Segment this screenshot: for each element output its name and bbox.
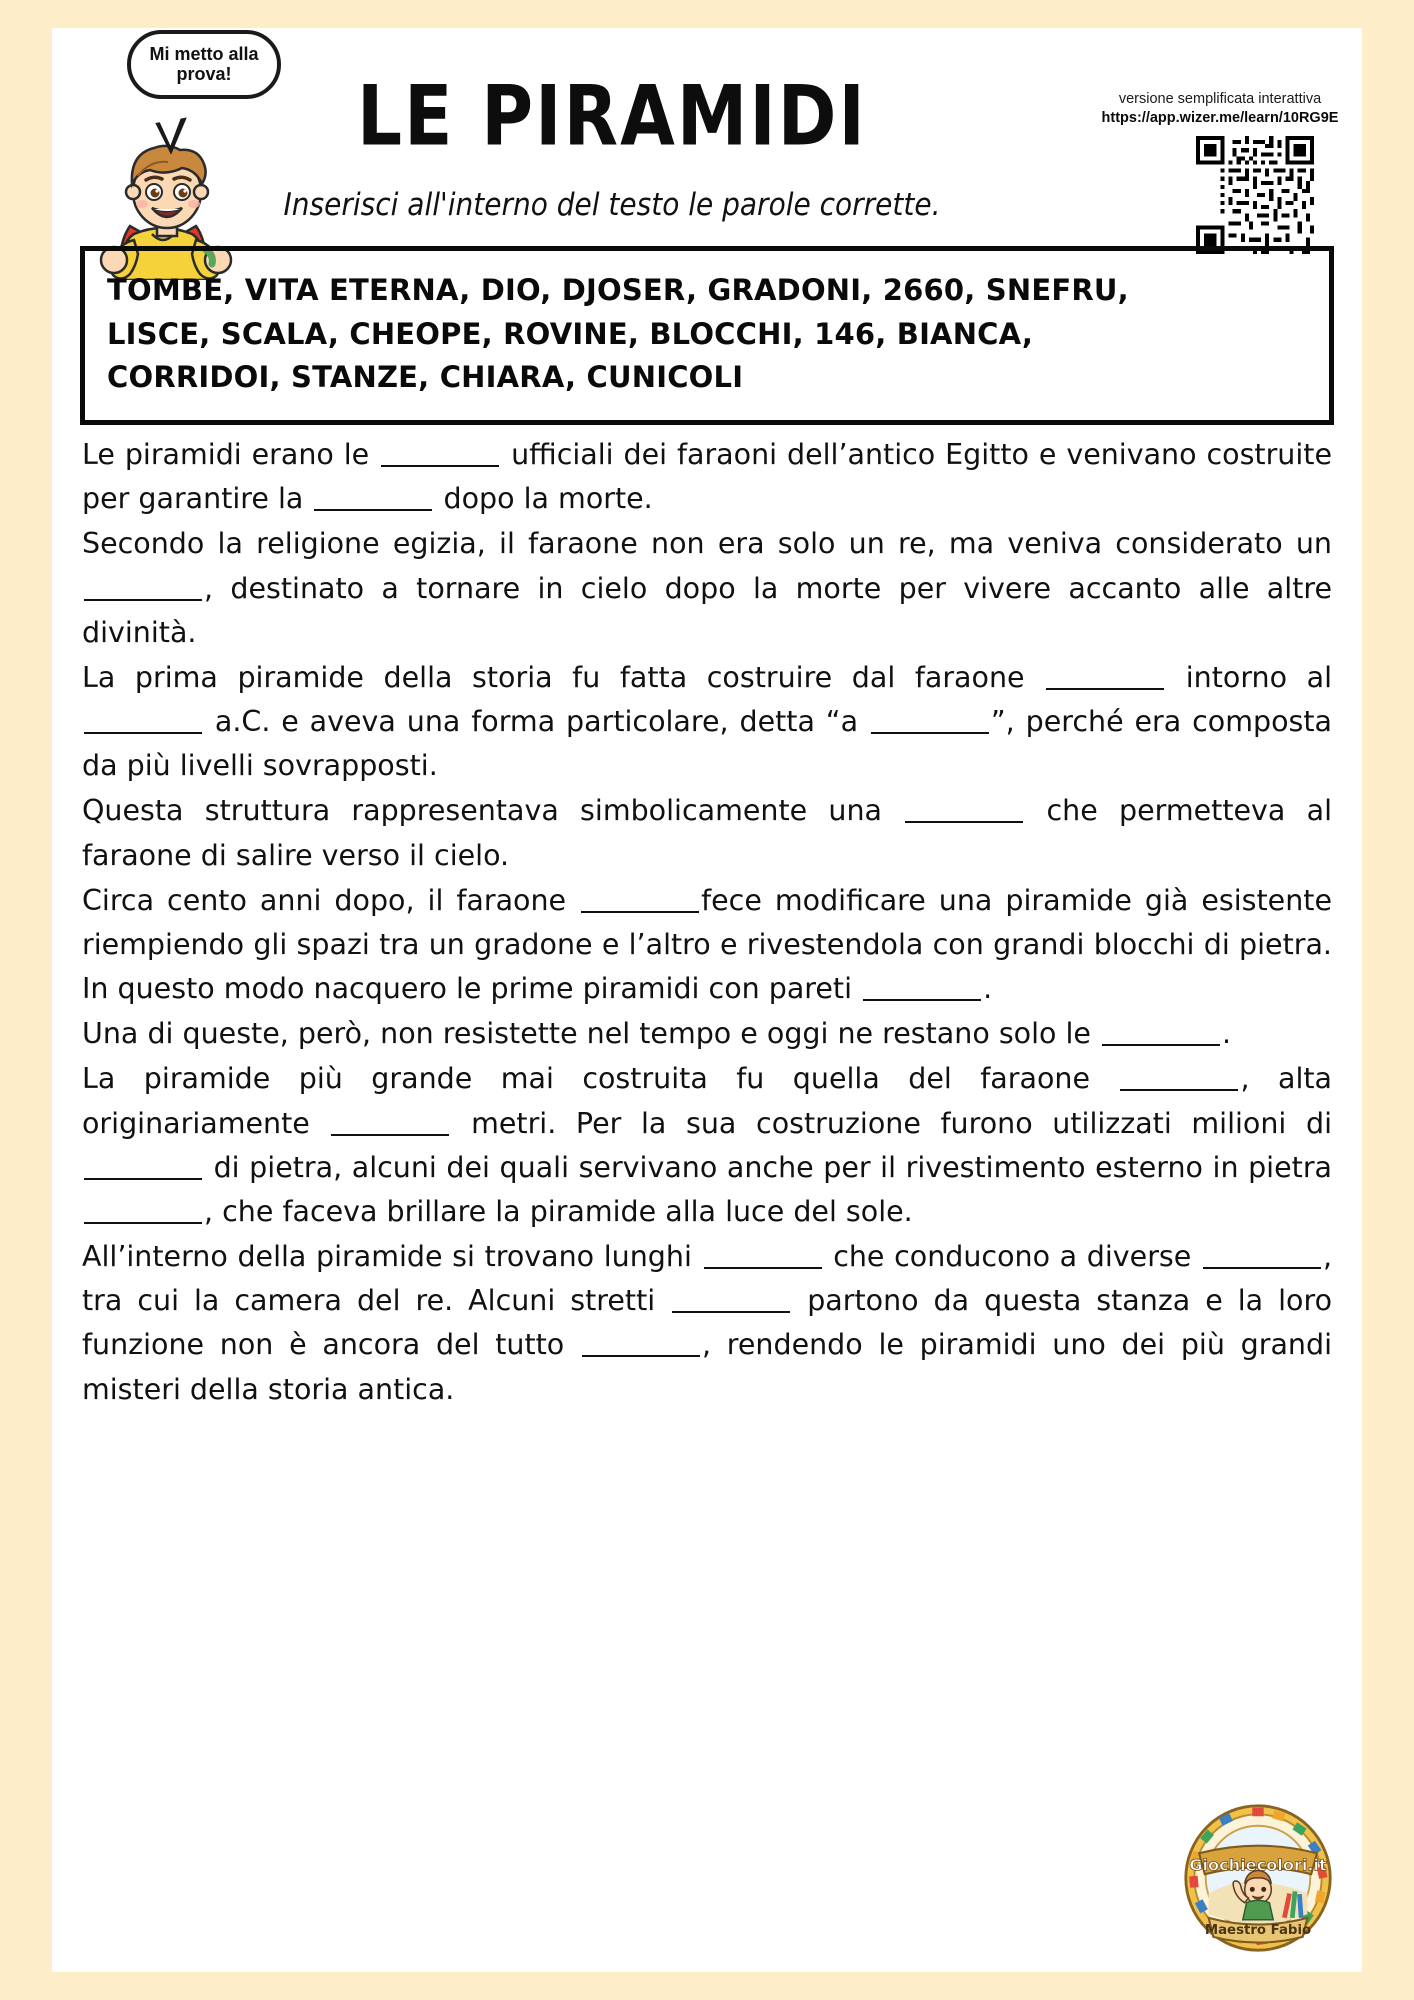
- answer-blank-16[interactable]: [1203, 1267, 1321, 1269]
- mascot-illustration: [72, 38, 262, 268]
- answer-blank-6[interactable]: [871, 732, 989, 734]
- answer-blank-14[interactable]: [84, 1222, 202, 1224]
- answer-blank-10[interactable]: [1102, 1044, 1220, 1046]
- paragraph-8: [82, 1235, 1332, 1412]
- text-fragment: , tra cui la camera del re. Alcuni stretti: [82, 1240, 1333, 1318]
- word-bank-line: CORRIDOI, STANZE, CHIARA, CUNICOLI: [107, 360, 744, 394]
- paragraph-5: [82, 879, 1332, 1012]
- answer-blank-4[interactable]: [1046, 688, 1164, 690]
- answer-blank-15[interactable]: [704, 1267, 822, 1269]
- paragraph-3: [82, 656, 1332, 789]
- word-bank-line: LISCE, SCALA, CHEOPE, ROVINE, BLOCCHI, 146, BIANCA,: [107, 316, 1034, 351]
- text-fragment: Una di queste, però, non resistette nel tempo e oggi ne restano solo le: [82, 1017, 1091, 1051]
- exercise-text: [82, 433, 1332, 1413]
- text-fragment: Circa cento anni dopo, il faraone: [82, 883, 567, 917]
- speech-bubble: [127, 30, 281, 99]
- text-fragment: a.C. e aveva una forma particolare, detta “a: [214, 705, 859, 739]
- answer-blank-9[interactable]: [863, 999, 981, 1001]
- answer-blank-17[interactable]: [672, 1311, 790, 1313]
- text-fragment: , rendendo le piramidi uno dei più grandi misteri della storia antica.: [82, 1328, 1332, 1406]
- paragraph-2: [82, 522, 1332, 655]
- logo-brand-text: Giochiecolori.it: [1189, 1855, 1327, 1875]
- text-fragment: dopo la morte.: [443, 482, 653, 516]
- text-fragment: .: [983, 972, 993, 1006]
- answer-blank-12[interactable]: [331, 1134, 449, 1136]
- answer-blank-1[interactable]: [381, 465, 499, 467]
- answer-blank-2[interactable]: [314, 509, 432, 511]
- text-fragment: Le piramidi erano le: [82, 438, 370, 471]
- qr-code-icon[interactable]: [1196, 136, 1314, 254]
- text-fragment: , alta originariamente: [82, 1062, 1332, 1140]
- worksheet-page: [52, 28, 1362, 1972]
- paragraph-6: [82, 1012, 1332, 1056]
- text-fragment: ufficiali dei faraoni dell’antico Egitto e venivano costruite per garantire la: [82, 438, 1332, 516]
- paragraph-1: [82, 433, 1332, 521]
- text-fragment: fece modificare una piramide già esistente riempiendo gli spazi tra un gradone e l’altro e rivestendola con grandi blocchi di pietra. In questo modo nacquero le prime piramidi con pareti: [82, 883, 1332, 1006]
- page-title: LE PIRAMIDI: [357, 68, 867, 166]
- text-fragment: La prima piramide della storia fu fatta costruire dal faraone: [82, 660, 1025, 694]
- answer-blank-5[interactable]: [84, 732, 202, 734]
- answer-blank-8[interactable]: [581, 911, 699, 913]
- text-fragment: , destinato a tornare in cielo dopo la morte per vivere accanto alle altre divinità.: [82, 571, 1332, 649]
- answer-blank-13[interactable]: [84, 1178, 202, 1180]
- interactive-version-note: [1100, 90, 1340, 128]
- text-fragment: .: [1222, 1017, 1232, 1051]
- text-fragment: di pietra, alcuni dei quali servivano anche per il rivestimento esterno in pietra: [213, 1150, 1332, 1184]
- answer-blank-3[interactable]: [84, 599, 202, 601]
- text-fragment: ”, perché era composta da più livelli sovrapposti.: [82, 705, 1332, 783]
- text-fragment: partono da questa stanza e la loro funzione non è ancora del tutto: [82, 1284, 1333, 1362]
- paragraph-4: [82, 789, 1332, 877]
- text-fragment: Questa struttura rappresentava simbolicamente una: [82, 794, 882, 828]
- paragraph-7: [82, 1057, 1332, 1234]
- version-note-label: versione semplificata interattiva: [1118, 91, 1322, 107]
- text-fragment: , che faceva brillare la piramide alla luce del sole.: [204, 1194, 913, 1228]
- text-fragment: All’interno della piramide si trovano lunghi: [82, 1240, 692, 1274]
- word-bank-line: TOMBE, VITA ETERNA, DIO, DJOSER, GRADONI, 2660, SNEFRU,: [107, 273, 1129, 307]
- title-block: [267, 68, 957, 223]
- answer-blank-18[interactable]: [582, 1355, 700, 1357]
- text-fragment: metri. Per la sua costruzione furono utilizzati milioni di: [471, 1106, 1332, 1140]
- text-fragment: che permetteva al faraone di salire verso il cielo.: [82, 794, 1332, 872]
- logo-author-text: Maestro Fabio: [1204, 1923, 1312, 1939]
- text-fragment: che conducono a diverse: [833, 1240, 1192, 1274]
- text-fragment: La piramide più grande mai costruita fu quella del faraone: [82, 1062, 1090, 1096]
- giochiecolori-logo[interactable]: [1182, 1802, 1334, 1954]
- word-bank: [80, 246, 1334, 425]
- answer-blank-7[interactable]: [905, 821, 1023, 823]
- answer-blank-11[interactable]: [1120, 1089, 1238, 1091]
- text-fragment: intorno al: [1185, 660, 1333, 694]
- text-fragment: Secondo la religione egizia, il faraone non era solo un re, ma veniva considerato un: [82, 527, 1332, 561]
- worksheet-header: [52, 28, 1362, 268]
- page-subtitle: Inserisci all'interno del testo le parole corrette.: [283, 186, 941, 223]
- speech-bubble-tail-inner: [159, 116, 186, 147]
- speech-bubble-text: Mi metto alla prova!: [149, 44, 259, 85]
- wizer-url[interactable]: https://app.wizer.me/learn/10RG9E: [1101, 109, 1339, 126]
